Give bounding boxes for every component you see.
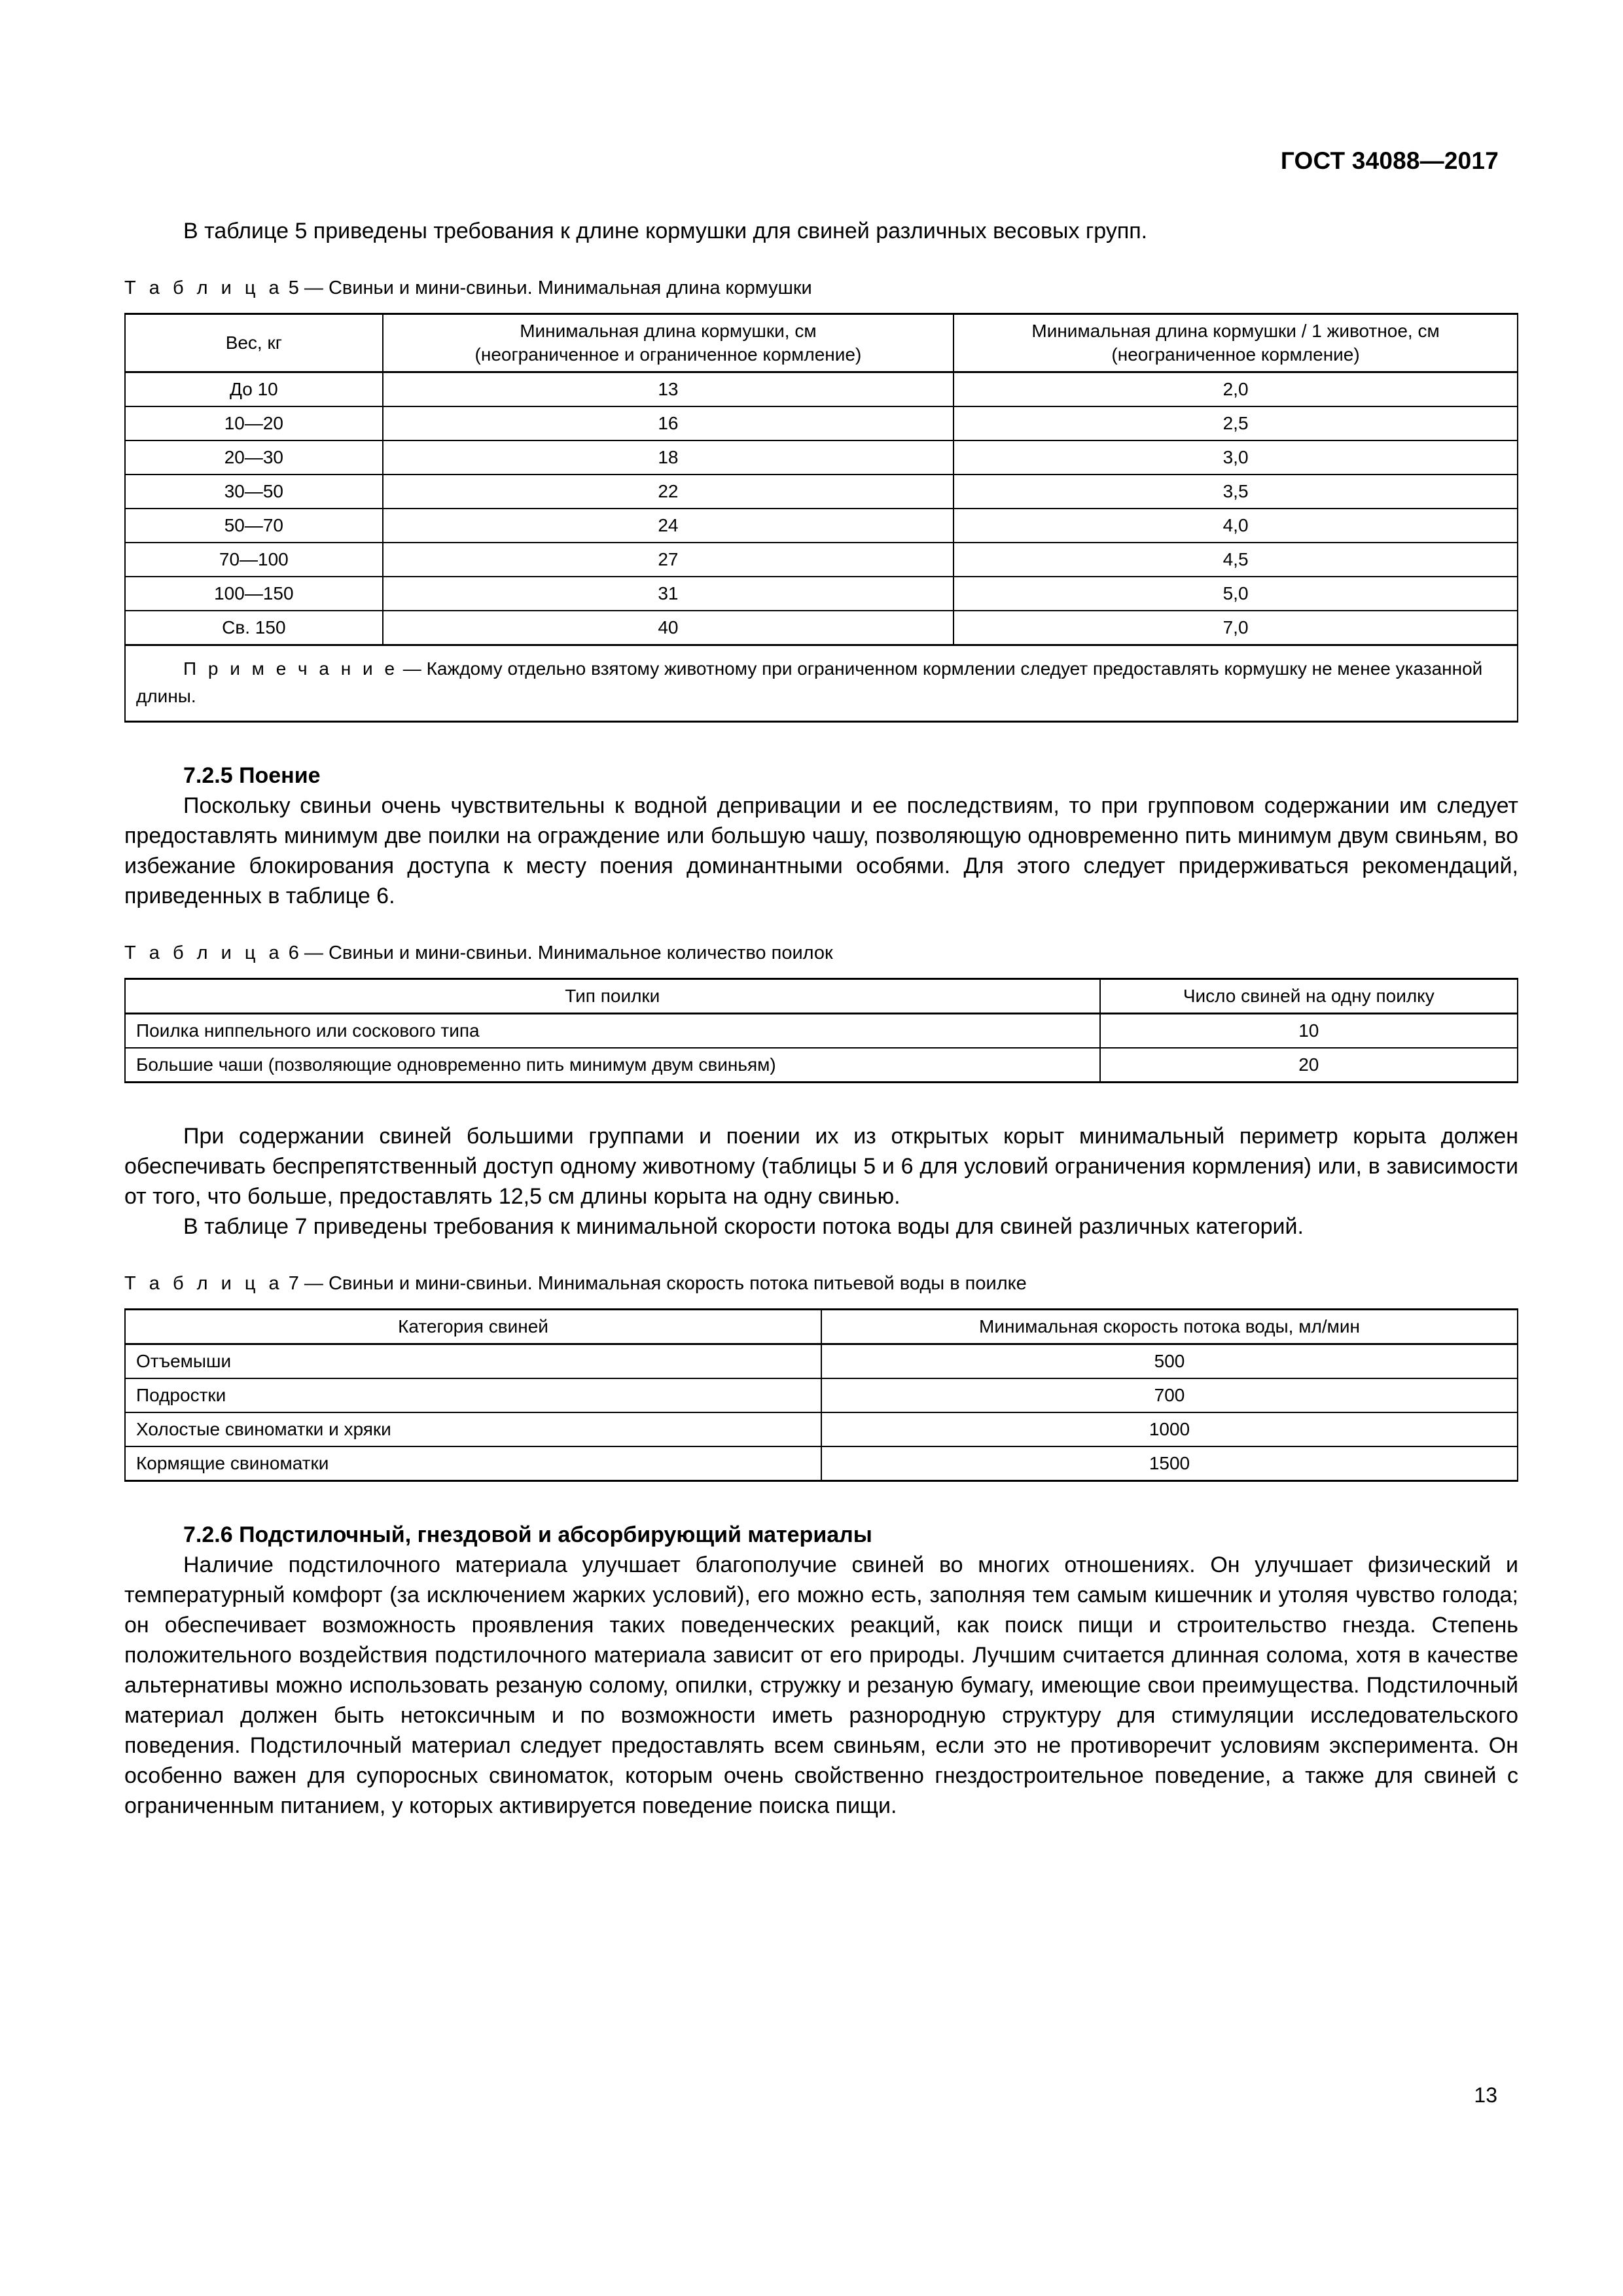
table6-cell-type: Поилка ниппельного или соскового типа [125, 1014, 1100, 1049]
table6-cell-count: 20 [1100, 1048, 1518, 1083]
table5-cell-per-animal: 2,5 [954, 406, 1518, 440]
table5-cell-per-animal: 4,5 [954, 543, 1518, 577]
table5-cell-weight: Св. 150 [125, 611, 383, 645]
table5-note-text: — Каждому отдельно взятому животному при ограниченном кормлении следует предоставлять кормушку не менее указанной длины. [136, 658, 1483, 706]
table7-cell-category: Холостые свиноматки и хряки [125, 1412, 821, 1446]
spacer [124, 723, 1518, 761]
table5-head [125, 314, 1518, 372]
table7-cell-rate: 500 [821, 1344, 1518, 1379]
table7-cell-category: Кормящие свиноматки [125, 1446, 821, 1481]
table5-cell-weight: До 10 [125, 372, 383, 407]
table5-cell-length: 40 [383, 611, 954, 645]
table5-note [125, 645, 1518, 722]
page-header-standard-id: ГОСТ 34088—2017 [1280, 147, 1499, 174]
table6-caption-text: — Свиньи и мини-свиньи. Минимальное количество поилок [304, 942, 833, 963]
table5-caption-label: Т а б л и ц а [124, 278, 283, 298]
table5-header-length-line2: (неограниченное и ограниченное кормление) [474, 344, 862, 365]
table-row [125, 611, 1518, 645]
table7-caption-number: 7 [288, 1273, 299, 1294]
table7-caption [124, 1270, 1518, 1297]
table5-cell-length: 13 [383, 372, 954, 407]
table6-header-count: Число свиней на одну поилку [1100, 979, 1518, 1014]
table6-cell-count: 10 [1100, 1014, 1518, 1049]
table-row [125, 1378, 1518, 1412]
table7-cell-category: Отъемыши [125, 1344, 821, 1379]
spacer [124, 966, 1518, 978]
table5-note-label: П р и м е ч а н и е [183, 658, 399, 679]
intro-paragraph: В таблице 5 приведены требования к длине кормушки для свиней различных весовых групп. [183, 219, 1148, 243]
table6-caption-label: Т а б л и ц а [124, 942, 283, 963]
table5-cell-per-animal: 7,0 [954, 611, 1518, 645]
table5-cell-per-animal: 2,0 [954, 372, 1518, 407]
table5-cell-weight: 100—150 [125, 577, 383, 611]
table-row [125, 372, 1518, 407]
table6-header-type: Тип поилки [125, 979, 1100, 1014]
table-row [125, 440, 1518, 475]
section-heading-7-2-5: 7.2.5 Поение [183, 763, 321, 788]
table7-caption-label: Т а б л и ц а [124, 1273, 283, 1294]
table-row [125, 1446, 1518, 1481]
mid-paragraph-1: При содержании свиней большими группами и поении их из открытых корыт минимальный периметр корыта должен обеспечивать беспрепятственный доступ одному животному (таблицы 5 и 6 для условий ограничения кормления) или, в зависимости от того, что больше, предоставлять 12,5 см длины корыта на одну свинью. [124, 1124, 1518, 1209]
spacer [124, 1242, 1518, 1270]
table6-caption [124, 940, 1518, 966]
table5-cell-weight: 70—100 [125, 543, 383, 577]
table7-body [125, 1344, 1518, 1481]
table6-minimum-drinker-count [124, 978, 1518, 1083]
table5-cell-weight: 50—70 [125, 509, 383, 543]
table-row [125, 475, 1518, 509]
table7-wrapper [124, 1308, 1518, 1482]
table5-cell-length: 27 [383, 543, 954, 577]
table5-cell-weight: 10—20 [125, 406, 383, 440]
table5-cell-per-animal: 4,0 [954, 509, 1518, 543]
table-row [125, 1014, 1518, 1049]
table-row [125, 1048, 1518, 1083]
table5-cell-weight: 30—50 [125, 475, 383, 509]
table7-head [125, 1310, 1518, 1344]
table6-caption-number: 6 [288, 942, 299, 963]
table5-cell-length: 22 [383, 475, 954, 509]
table5-header-row [125, 314, 1518, 372]
table5-cell-per-animal: 5,0 [954, 577, 1518, 611]
table7-header-category: Категория свиней [125, 1310, 821, 1344]
table7-cell-category: Подростки [125, 1378, 821, 1412]
table-row [125, 1344, 1518, 1379]
table5-header-per-animal-line1: Минимальная длина кормушки / 1 животное, см [1031, 321, 1440, 341]
table6-header-row [125, 979, 1518, 1014]
table5-cell-per-animal: 3,0 [954, 440, 1518, 475]
table5-cell-length: 16 [383, 406, 954, 440]
table5-header-per-animal-line2: (неограниченное кормление) [1111, 344, 1360, 365]
table5-header-length-line1: Минимальная длина кормушки, см [520, 321, 817, 341]
table5-note-row [125, 645, 1518, 722]
spacer [124, 246, 1518, 275]
table6-head [125, 979, 1518, 1014]
spacer [124, 911, 1518, 940]
section-7-2-5-paragraph: Поскольку свиньи очень чувствительны к водной депривации и ее последствиям, то при групповом содержании им следует предоставлять минимум две поилки на ограждение или большую чашу, позволяющую одновременно пить минимум двум свиньям, во избежание блокирования доступа к месту поения доминантными особями. Для этого следует придерживаться рекомендаций, приведенных в таблице 6. [124, 793, 1518, 908]
spacer [124, 1083, 1518, 1121]
section-heading-7-2-6: 7.2.6 Подстилочный, гнездовой и абсорбирующий материалы [183, 1522, 872, 1547]
spacer [124, 1297, 1518, 1308]
table-row [125, 509, 1518, 543]
table7-cell-rate: 700 [821, 1378, 1518, 1412]
table5-caption-number: 5 [288, 278, 299, 298]
table5-header-length [383, 314, 954, 372]
table6-body [125, 1014, 1518, 1083]
table5-header-weight: Вес, кг [125, 314, 383, 372]
table-row [125, 406, 1518, 440]
table7-caption-text: — Свиньи и мини-свиньи. Минимальная скорость потока питьевой воды в поилке [304, 1273, 1027, 1294]
table7-minimum-water-flow-rate [124, 1308, 1518, 1482]
table7-cell-rate: 1000 [821, 1412, 1518, 1446]
table7-cell-rate: 1500 [821, 1446, 1518, 1481]
table7-header-row [125, 1310, 1518, 1344]
table-row [125, 543, 1518, 577]
page-number: 13 [1474, 2083, 1497, 2107]
table5-caption [124, 275, 1518, 301]
table5-minimum-trough-length [124, 313, 1518, 723]
page-content [124, 216, 1518, 1821]
table5-caption-text: — Свиньи и мини-свиньи. Минимальная длина кормушки [304, 278, 812, 298]
table-row [125, 577, 1518, 611]
table5-header-per-animal [954, 314, 1518, 372]
spacer [124, 1482, 1518, 1520]
table5-cell-length: 24 [383, 509, 954, 543]
section-7-2-6-paragraph: Наличие подстилочного материала улучшает благополучие свиней во многих отношениях. Он улучшает физический и температурный комфорт (за исключением жарких условий), его можно есть, заполняя тем самым кишечник и утоляя чувство голода; он обеспечивает возможность проявления таких поведенческих реакций, как поиск пищи и строительство гнезда. Степень положительного воздействия подстилочного материала зависит от его природы. Лучшим считается длинная солома, хотя в качестве альтернативы можно использовать резаную солому, опилки, стружку и резаную бумагу, имеющие свои преимущества. Подстилочный материал должен быть нетоксичным и по возможности иметь разнородную структуру для стимуляции исследовательского поведения. Подстилочный материал следует предоставлять всем свиньям, если это не противоречит условиям эксперимента. Он особенно важен для супоросных свиноматок, которым очень свойственно гнездостроительное поведение, а также для свиней с ограниченным питанием, у которых активируется поведение поиска пищи. [124, 1552, 1518, 1818]
table5-cell-per-animal: 3,5 [954, 475, 1518, 509]
table5-wrapper [124, 313, 1518, 723]
table6-cell-type: Большие чаши (позволяющие одновременно пить минимум двум свиньям) [125, 1048, 1100, 1083]
table5-body [125, 372, 1518, 722]
table5-cell-length: 31 [383, 577, 954, 611]
table6-wrapper [124, 978, 1518, 1083]
spacer [124, 301, 1518, 313]
table7-header-rate: Минимальная скорость потока воды, мл/мин [821, 1310, 1518, 1344]
table-row [125, 1412, 1518, 1446]
table5-cell-length: 18 [383, 440, 954, 475]
mid-paragraph-2: В таблице 7 приведены требования к минимальной скорости потока воды для свиней различных категорий. [183, 1214, 1304, 1239]
table5-cell-weight: 20—30 [125, 440, 383, 475]
